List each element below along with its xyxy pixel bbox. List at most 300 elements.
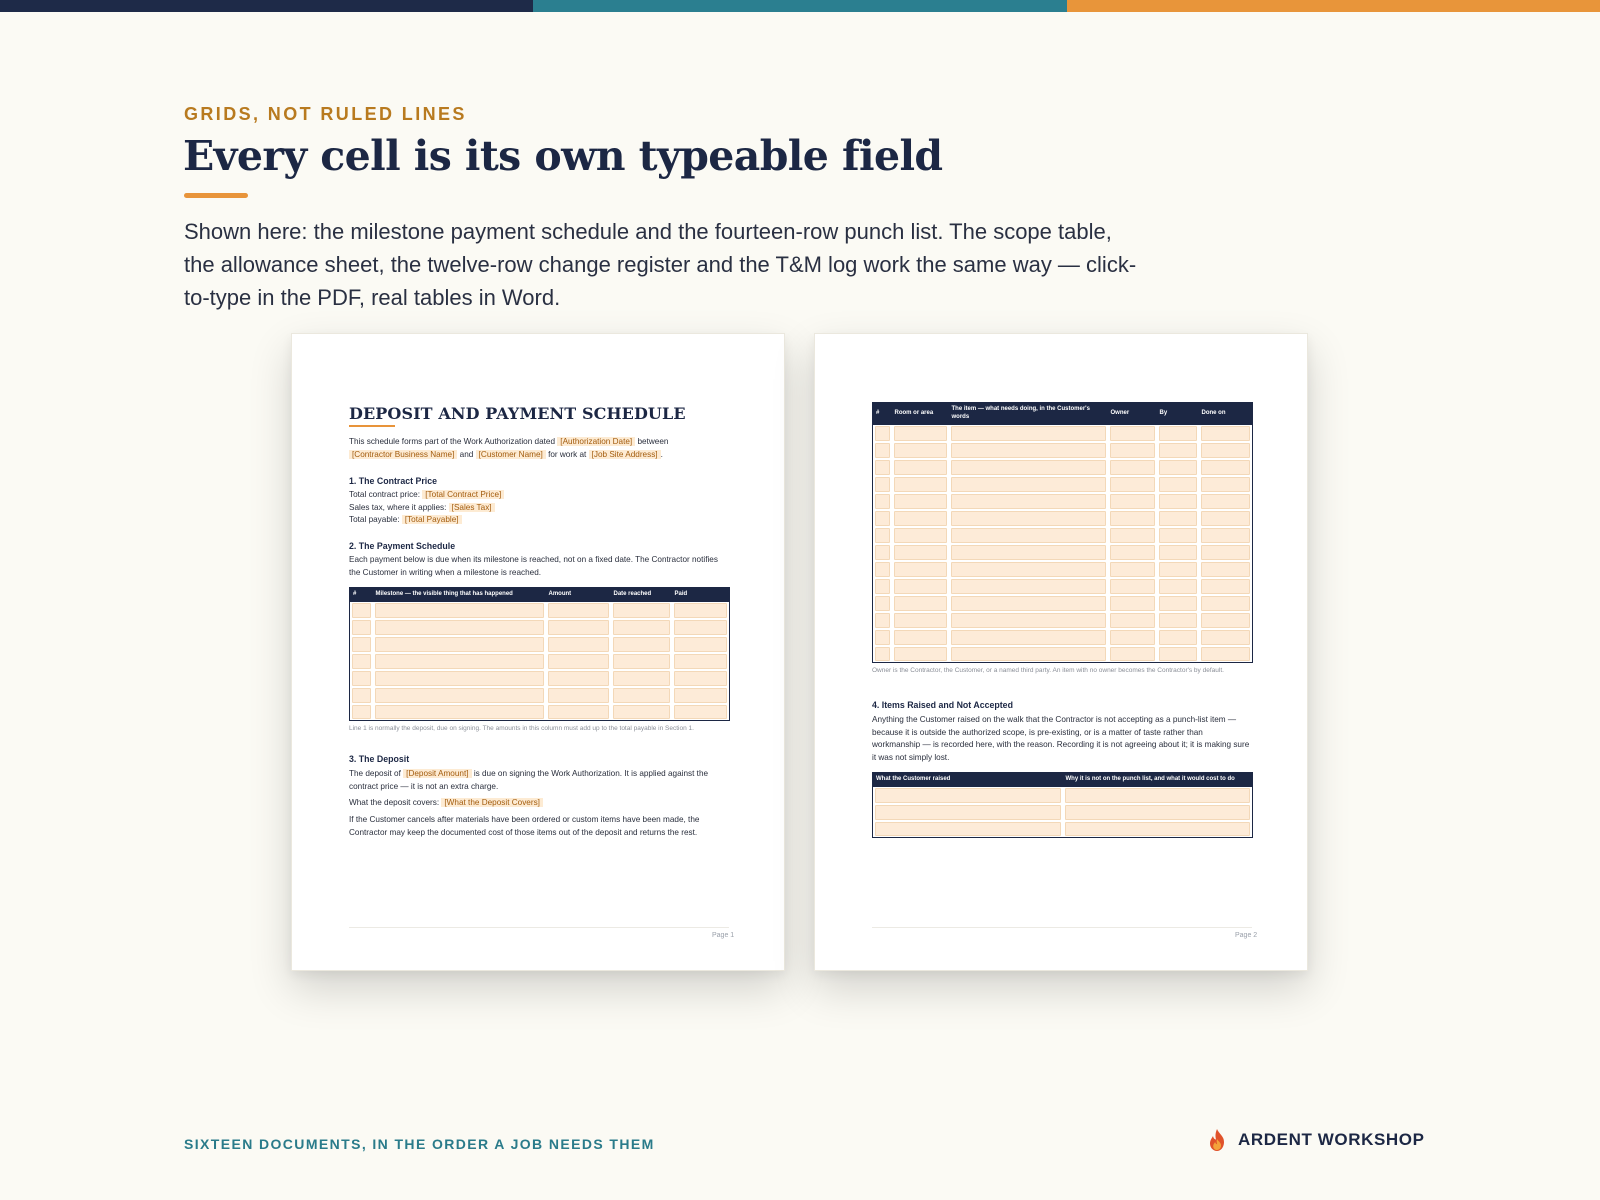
table-row (350, 687, 730, 704)
fillable-cell-field[interactable] (875, 596, 890, 611)
fillable-cell-field[interactable] (951, 477, 1106, 492)
fillable-cell-field[interactable] (951, 562, 1106, 577)
fillable-cell-field[interactable] (1201, 579, 1251, 594)
fillable-cell-field[interactable] (548, 705, 609, 720)
fillable-cell-field[interactable] (875, 805, 1061, 820)
fillable-cell-field[interactable] (1201, 477, 1251, 492)
total-payable-field[interactable]: [Total Payable] (402, 515, 462, 524)
fillable-cell-field[interactable] (1110, 596, 1155, 611)
fillable-cell-field[interactable] (1110, 579, 1155, 594)
fillable-cell-field[interactable] (951, 426, 1106, 441)
table-cell (546, 704, 611, 721)
fillable-cell-field[interactable] (875, 613, 890, 628)
total-contract-price-field[interactable]: [Total Contract Price] (422, 490, 504, 499)
fillable-cell-field[interactable] (894, 630, 947, 645)
table-row (873, 821, 1253, 838)
table-cell (1108, 476, 1157, 493)
table-cell (1157, 493, 1199, 510)
field-label: What the deposit covers: (349, 798, 440, 807)
fillable-cell-field[interactable] (375, 620, 544, 635)
field-label: Total contract price: (349, 490, 420, 499)
table-cell (1199, 425, 1253, 442)
customer-name-field[interactable]: [Customer Name] (476, 450, 546, 459)
fillable-cell-field[interactable] (674, 637, 728, 652)
fillable-cell-field[interactable] (548, 688, 609, 703)
table-cell (949, 493, 1108, 510)
column-header: Paid (672, 588, 730, 602)
table-cell (1108, 459, 1157, 476)
cancellation-paragraph: If the Customer cancels after materials have been ordered or custom items have been made, the Contractor may keep the documented cost of those items out of the deposit and returns the rest. (349, 815, 700, 837)
table-cell (373, 602, 546, 619)
table-cell (546, 670, 611, 687)
fillable-cell-field[interactable] (613, 705, 670, 720)
fillable-cell-field[interactable] (674, 705, 728, 720)
fillable-cell-field[interactable] (375, 705, 544, 720)
column-header: What the Customer raised (873, 773, 1063, 787)
accent-bar-navy (0, 0, 533, 12)
table-row (350, 602, 730, 619)
table-cell (546, 619, 611, 636)
table-header-row (873, 403, 1253, 425)
deposit-paragraph (349, 768, 729, 793)
job-site-address-field[interactable]: [Job Site Address] (589, 450, 661, 459)
table-cell (873, 646, 892, 663)
fillable-cell-field[interactable] (548, 603, 609, 618)
table-cell (1199, 510, 1253, 527)
column-header: Room or area (892, 403, 949, 425)
table-cell (949, 476, 1108, 493)
fillable-cell-field[interactable] (548, 620, 609, 635)
fillable-cell-field[interactable] (894, 443, 947, 458)
fillable-cell-field[interactable] (1110, 545, 1155, 560)
fillable-cell-field[interactable] (1159, 494, 1197, 509)
table-cell (373, 636, 546, 653)
fillable-cell-field[interactable] (375, 603, 544, 618)
field-label: Total payable: (349, 515, 400, 524)
fillable-cell-field[interactable] (951, 579, 1106, 594)
table-cell (1199, 442, 1253, 459)
table-cell (892, 459, 949, 476)
table-row (350, 670, 730, 687)
table-cell (1063, 821, 1253, 838)
fillable-cell-field[interactable] (375, 637, 544, 652)
table-row (873, 578, 1253, 595)
brand-lockup (1206, 1128, 1425, 1152)
fillable-cell-field[interactable] (375, 654, 544, 669)
table-cell (949, 578, 1108, 595)
fillable-cell-field[interactable] (1201, 596, 1251, 611)
fillable-cell-field[interactable] (1110, 494, 1155, 509)
fillable-cell-field[interactable] (894, 562, 947, 577)
accent-bar-orange (1067, 0, 1600, 12)
table-cell (1157, 442, 1199, 459)
fillable-cell-field[interactable] (1159, 562, 1197, 577)
table-cell (672, 704, 730, 721)
fillable-cell-field[interactable] (951, 460, 1106, 475)
table-cell (611, 653, 672, 670)
table-row (350, 653, 730, 670)
table-cell (949, 425, 1108, 442)
table-cell (949, 510, 1108, 527)
table-row (873, 510, 1253, 527)
fillable-cell-field[interactable] (951, 596, 1106, 611)
fillable-cell-field[interactable] (1110, 630, 1155, 645)
fillable-cell-field[interactable] (1159, 460, 1197, 475)
table-cell (1063, 787, 1253, 804)
table-cell (873, 527, 892, 544)
fillable-cell-field[interactable] (613, 654, 670, 669)
table-note: Line 1 is normally the deposit, due on signing. The amounts in this column must add up to the total payable in Section 1. (349, 725, 694, 732)
table-cell (873, 476, 892, 493)
table-cell (873, 578, 892, 595)
table-cell (546, 653, 611, 670)
fillable-cell-field[interactable] (1110, 647, 1155, 662)
fillable-cell-field[interactable] (1201, 562, 1251, 577)
fillable-cell-field[interactable] (951, 528, 1106, 543)
fillable-cell-field[interactable] (951, 545, 1106, 560)
fillable-cell-field[interactable] (352, 654, 371, 669)
intro-text: between (637, 437, 669, 446)
table-row (873, 425, 1253, 442)
doc-title-underline (349, 425, 395, 427)
fillable-cell-field[interactable] (1201, 494, 1251, 509)
fillable-cell-field[interactable] (875, 630, 890, 645)
contractor-name-field[interactable]: [Contractor Business Name] (349, 450, 457, 459)
fillable-cell-field[interactable] (1159, 596, 1197, 611)
table-cell (1199, 612, 1253, 629)
table-row (873, 527, 1253, 544)
table-cell (949, 459, 1108, 476)
column-header: Amount (546, 588, 611, 602)
fillable-cell-field[interactable] (674, 688, 728, 703)
fillable-cell-field[interactable] (1159, 579, 1197, 594)
table-cell (546, 687, 611, 704)
fillable-cell-field[interactable] (894, 579, 947, 594)
fillable-cell-field[interactable] (951, 647, 1106, 662)
headline: Every cell is its own typeable field (183, 132, 943, 180)
table-cell (1157, 510, 1199, 527)
table-cell (1157, 612, 1199, 629)
fillable-cell-field[interactable] (1065, 805, 1251, 820)
fillable-cell-field[interactable] (875, 460, 890, 475)
table-cell (1157, 646, 1199, 663)
table-cell (1199, 646, 1253, 663)
table-cell (1108, 646, 1157, 663)
fillable-cell-field[interactable] (1159, 426, 1197, 441)
table-cell (350, 687, 373, 704)
lede-paragraph: Shown here: the milestone payment schedule and the fourteen-row punch list. The scope table, the allowance sheet, the twelve-row change register and the T&M log work the same way — click-to-type in the PDF, real tables in Word. (184, 219, 1137, 310)
fillable-cell-field[interactable] (875, 477, 890, 492)
fillable-cell-field[interactable] (352, 637, 371, 652)
fillable-cell-field[interactable] (1065, 822, 1251, 837)
fillable-cell-field[interactable] (1201, 630, 1251, 645)
fillable-cell-field[interactable] (875, 494, 890, 509)
table-cell (949, 527, 1108, 544)
table-cell (1108, 561, 1157, 578)
table-cell (672, 636, 730, 653)
fillable-cell-field[interactable] (1110, 477, 1155, 492)
fillable-cell-field[interactable] (352, 620, 371, 635)
fillable-cell-field[interactable] (1201, 545, 1251, 560)
table-cell (892, 595, 949, 612)
fillable-cell-field[interactable] (1159, 647, 1197, 662)
fillable-cell-field[interactable] (613, 620, 670, 635)
table-cell (1108, 595, 1157, 612)
table-cell (672, 653, 730, 670)
table-cell (949, 442, 1108, 459)
fillable-cell-field[interactable] (1201, 426, 1251, 441)
fillable-cell-field[interactable] (548, 671, 609, 686)
intro-text: This schedule forms part of the Work Authorization dated (349, 437, 556, 446)
fillable-cell-field[interactable] (894, 460, 947, 475)
contract-price-block (349, 489, 729, 527)
fillable-cell-field[interactable] (875, 443, 890, 458)
table-cell (949, 629, 1108, 646)
table-cell (1157, 544, 1199, 561)
fillable-cell-field[interactable] (894, 511, 947, 526)
table-cell (1199, 493, 1253, 510)
intro-paragraph (349, 436, 729, 461)
table-cell (350, 670, 373, 687)
table-cell (949, 561, 1108, 578)
fillable-cell-field[interactable] (1159, 545, 1197, 560)
items-not-accepted-paragraph: Anything the Customer raised on the walk that the Contractor is not accepting as a punch-list item — because it is outside the authorized scope, is pre-existing, or is a matter of taste rather than workmanship — is recorded here, with the reason. Recording it is not agreeing about it; it is making sure it was not simply lost. (872, 715, 1250, 762)
page-footer-rule (872, 927, 1252, 928)
fillable-cell-field[interactable] (1159, 477, 1197, 492)
body-text: is due on signing the Work Authorization. It is applied against the contract price — it is not an extra charge. (349, 769, 709, 791)
fillable-cell-field[interactable] (1201, 647, 1251, 662)
table-cell (949, 612, 1108, 629)
sales-tax-field[interactable]: [Sales Tax] (449, 503, 495, 512)
table-cell (873, 804, 1063, 821)
fillable-cell-field[interactable] (1159, 630, 1197, 645)
fillable-cell-field[interactable] (1201, 443, 1251, 458)
column-header: # (873, 403, 892, 425)
table-cell (1157, 629, 1199, 646)
fillable-cell-field[interactable] (352, 705, 371, 720)
table-cell (1108, 629, 1157, 646)
intro-text: . (660, 449, 663, 459)
table-cell (546, 602, 611, 619)
fillable-cell-field[interactable] (674, 603, 728, 618)
fillable-cell-field[interactable] (352, 671, 371, 686)
table-cell (892, 578, 949, 595)
table-note: Owner is the Contractor, the Customer, or a named third party. An item with no owner becomes the Contractor's by default. (872, 667, 1224, 674)
fillable-cell-field[interactable] (1110, 511, 1155, 526)
table-row (873, 561, 1253, 578)
table-cell (1199, 629, 1253, 646)
table-row (873, 476, 1253, 493)
table-cell (350, 653, 373, 670)
table-cell (350, 636, 373, 653)
fillable-cell-field[interactable] (1110, 426, 1155, 441)
fillable-cell-field[interactable] (352, 603, 371, 618)
fillable-cell-field[interactable] (951, 630, 1106, 645)
deposit-covers-line (349, 797, 729, 810)
fillable-cell-field[interactable] (1110, 562, 1155, 577)
fillable-cell-field[interactable] (1110, 460, 1155, 475)
fillable-cell-field[interactable] (894, 647, 947, 662)
table-row (873, 595, 1253, 612)
footer-tagline: SIXTEEN DOCUMENTS, IN THE ORDER A JOB NEEDS THEM (184, 1136, 655, 1152)
table-row (873, 787, 1253, 804)
table-cell (892, 629, 949, 646)
document-page-2 (814, 333, 1308, 971)
fillable-cell-field[interactable] (548, 637, 609, 652)
table-cell (892, 493, 949, 510)
fillable-cell-field[interactable] (352, 688, 371, 703)
column-header: By (1157, 403, 1199, 425)
table-row (350, 619, 730, 636)
table-cell (873, 787, 1063, 804)
table-row (873, 459, 1253, 476)
table-cell (1157, 595, 1199, 612)
fillable-cell-field[interactable] (875, 788, 1061, 803)
table-cell (611, 602, 672, 619)
fillable-cell-field[interactable] (1065, 788, 1251, 803)
table-cell (892, 425, 949, 442)
table-cell (1157, 425, 1199, 442)
column-header: Date reached (611, 588, 672, 602)
fillable-cell-field[interactable] (1201, 460, 1251, 475)
table-cell (1157, 476, 1199, 493)
fillable-cell-field[interactable] (894, 477, 947, 492)
fillable-cell-field[interactable] (1159, 528, 1197, 543)
table-cell (672, 670, 730, 687)
table-cell (873, 821, 1063, 838)
doc-title: DEPOSIT AND PAYMENT SCHEDULE (349, 404, 686, 423)
column-header: Why it is not on the punch list, and what it would cost to do (1063, 773, 1253, 787)
table-cell (1199, 578, 1253, 595)
field-label: Sales tax, where it applies: (349, 502, 447, 512)
fillable-cell-field[interactable] (1110, 443, 1155, 458)
section-heading: 1. The Contract Price (349, 476, 437, 486)
fillable-cell-field[interactable] (894, 494, 947, 509)
fillable-cell-field[interactable] (613, 637, 670, 652)
column-header: Milestone — the visible thing that has happened (373, 588, 546, 602)
table-cell (873, 425, 892, 442)
intro-text: for work at (548, 449, 587, 459)
table-header-row (350, 588, 730, 602)
fillable-cell-field[interactable] (894, 613, 947, 628)
fillable-cell-field[interactable] (894, 596, 947, 611)
table-cell (1108, 493, 1157, 510)
fillable-cell-field[interactable] (875, 562, 890, 577)
fillable-cell-field[interactable] (375, 671, 544, 686)
fillable-cell-field[interactable] (951, 613, 1106, 628)
fillable-cell-field[interactable] (1110, 528, 1155, 543)
table-cell (892, 442, 949, 459)
fillable-cell-field[interactable] (894, 545, 947, 560)
deposit-covers-field[interactable]: [What the Deposit Covers] (441, 798, 543, 807)
fillable-cell-field[interactable] (951, 494, 1106, 509)
fillable-cell-field[interactable] (951, 511, 1106, 526)
fillable-cell-field[interactable] (674, 654, 728, 669)
table-cell (1199, 544, 1253, 561)
table-cell (350, 704, 373, 721)
table-row (350, 704, 730, 721)
table-cell (373, 687, 546, 704)
fillable-cell-field[interactable] (674, 671, 728, 686)
fillable-cell-field[interactable] (613, 671, 670, 686)
fillable-cell-field[interactable] (951, 443, 1106, 458)
fillable-cell-field[interactable] (894, 426, 947, 441)
table-cell (949, 646, 1108, 663)
table-row (350, 636, 730, 653)
fillable-cell-field[interactable] (875, 426, 890, 441)
fillable-cell-field[interactable] (875, 647, 890, 662)
intro-text: and (459, 449, 474, 459)
fillable-cell-field[interactable] (875, 511, 890, 526)
table-cell (873, 493, 892, 510)
fillable-cell-field[interactable] (1110, 613, 1155, 628)
table-cell (1157, 561, 1199, 578)
eyebrow: GRIDS, NOT RULED LINES (184, 104, 467, 124)
fillable-cell-field[interactable] (875, 579, 890, 594)
fillable-cell-field[interactable] (1201, 528, 1251, 543)
fillable-cell-field[interactable] (875, 528, 890, 543)
table-row (873, 629, 1253, 646)
column-header: # (350, 588, 373, 602)
punch-list-table (872, 402, 1253, 663)
fillable-cell-field[interactable] (1201, 613, 1251, 628)
fillable-cell-field[interactable] (875, 822, 1061, 837)
table-cell (873, 510, 892, 527)
deposit-amount-field[interactable]: [Deposit Amount] (403, 769, 471, 778)
table-cell (892, 527, 949, 544)
fillable-cell-field[interactable] (674, 620, 728, 635)
authorization-date-field[interactable]: [Authorization Date] (557, 437, 635, 446)
table-cell (611, 687, 672, 704)
page-number: Page 1 (712, 932, 735, 939)
table-cell (873, 442, 892, 459)
table-cell (949, 595, 1108, 612)
table-cell (373, 653, 546, 670)
fillable-cell-field[interactable] (875, 545, 890, 560)
fillable-cell-field[interactable] (613, 688, 670, 703)
fillable-cell-field[interactable] (1159, 613, 1197, 628)
table-cell (1199, 476, 1253, 493)
table-cell (1199, 459, 1253, 476)
table-cell (1157, 578, 1199, 595)
schedule-paragraph: Each payment below is due when its milestone is reached, not on a fixed date. The Contractor notifies the Customer in writing when a milestone is reached. (349, 555, 718, 577)
table-cell (1108, 442, 1157, 459)
fillable-cell-field[interactable] (1159, 443, 1197, 458)
section-heading: 3. The Deposit (349, 754, 410, 764)
fillable-cell-field[interactable] (894, 528, 947, 543)
table-cell (611, 619, 672, 636)
top-accent-bar (0, 0, 1600, 12)
table-cell (892, 646, 949, 663)
table-cell (873, 629, 892, 646)
table-cell (1063, 804, 1253, 821)
table-cell (892, 476, 949, 493)
table-cell (892, 544, 949, 561)
headline-underline (184, 193, 248, 198)
table-cell (1157, 527, 1199, 544)
fillable-cell-field[interactable] (1201, 511, 1251, 526)
fillable-cell-field[interactable] (548, 654, 609, 669)
fillable-cell-field[interactable] (1159, 511, 1197, 526)
table-row (873, 646, 1253, 663)
table-cell (892, 561, 949, 578)
table-cell (350, 619, 373, 636)
fillable-cell-field[interactable] (613, 603, 670, 618)
table-cell (1108, 510, 1157, 527)
fillable-cell-field[interactable] (375, 688, 544, 703)
body-text: The deposit of (349, 769, 401, 778)
table-cell (873, 544, 892, 561)
